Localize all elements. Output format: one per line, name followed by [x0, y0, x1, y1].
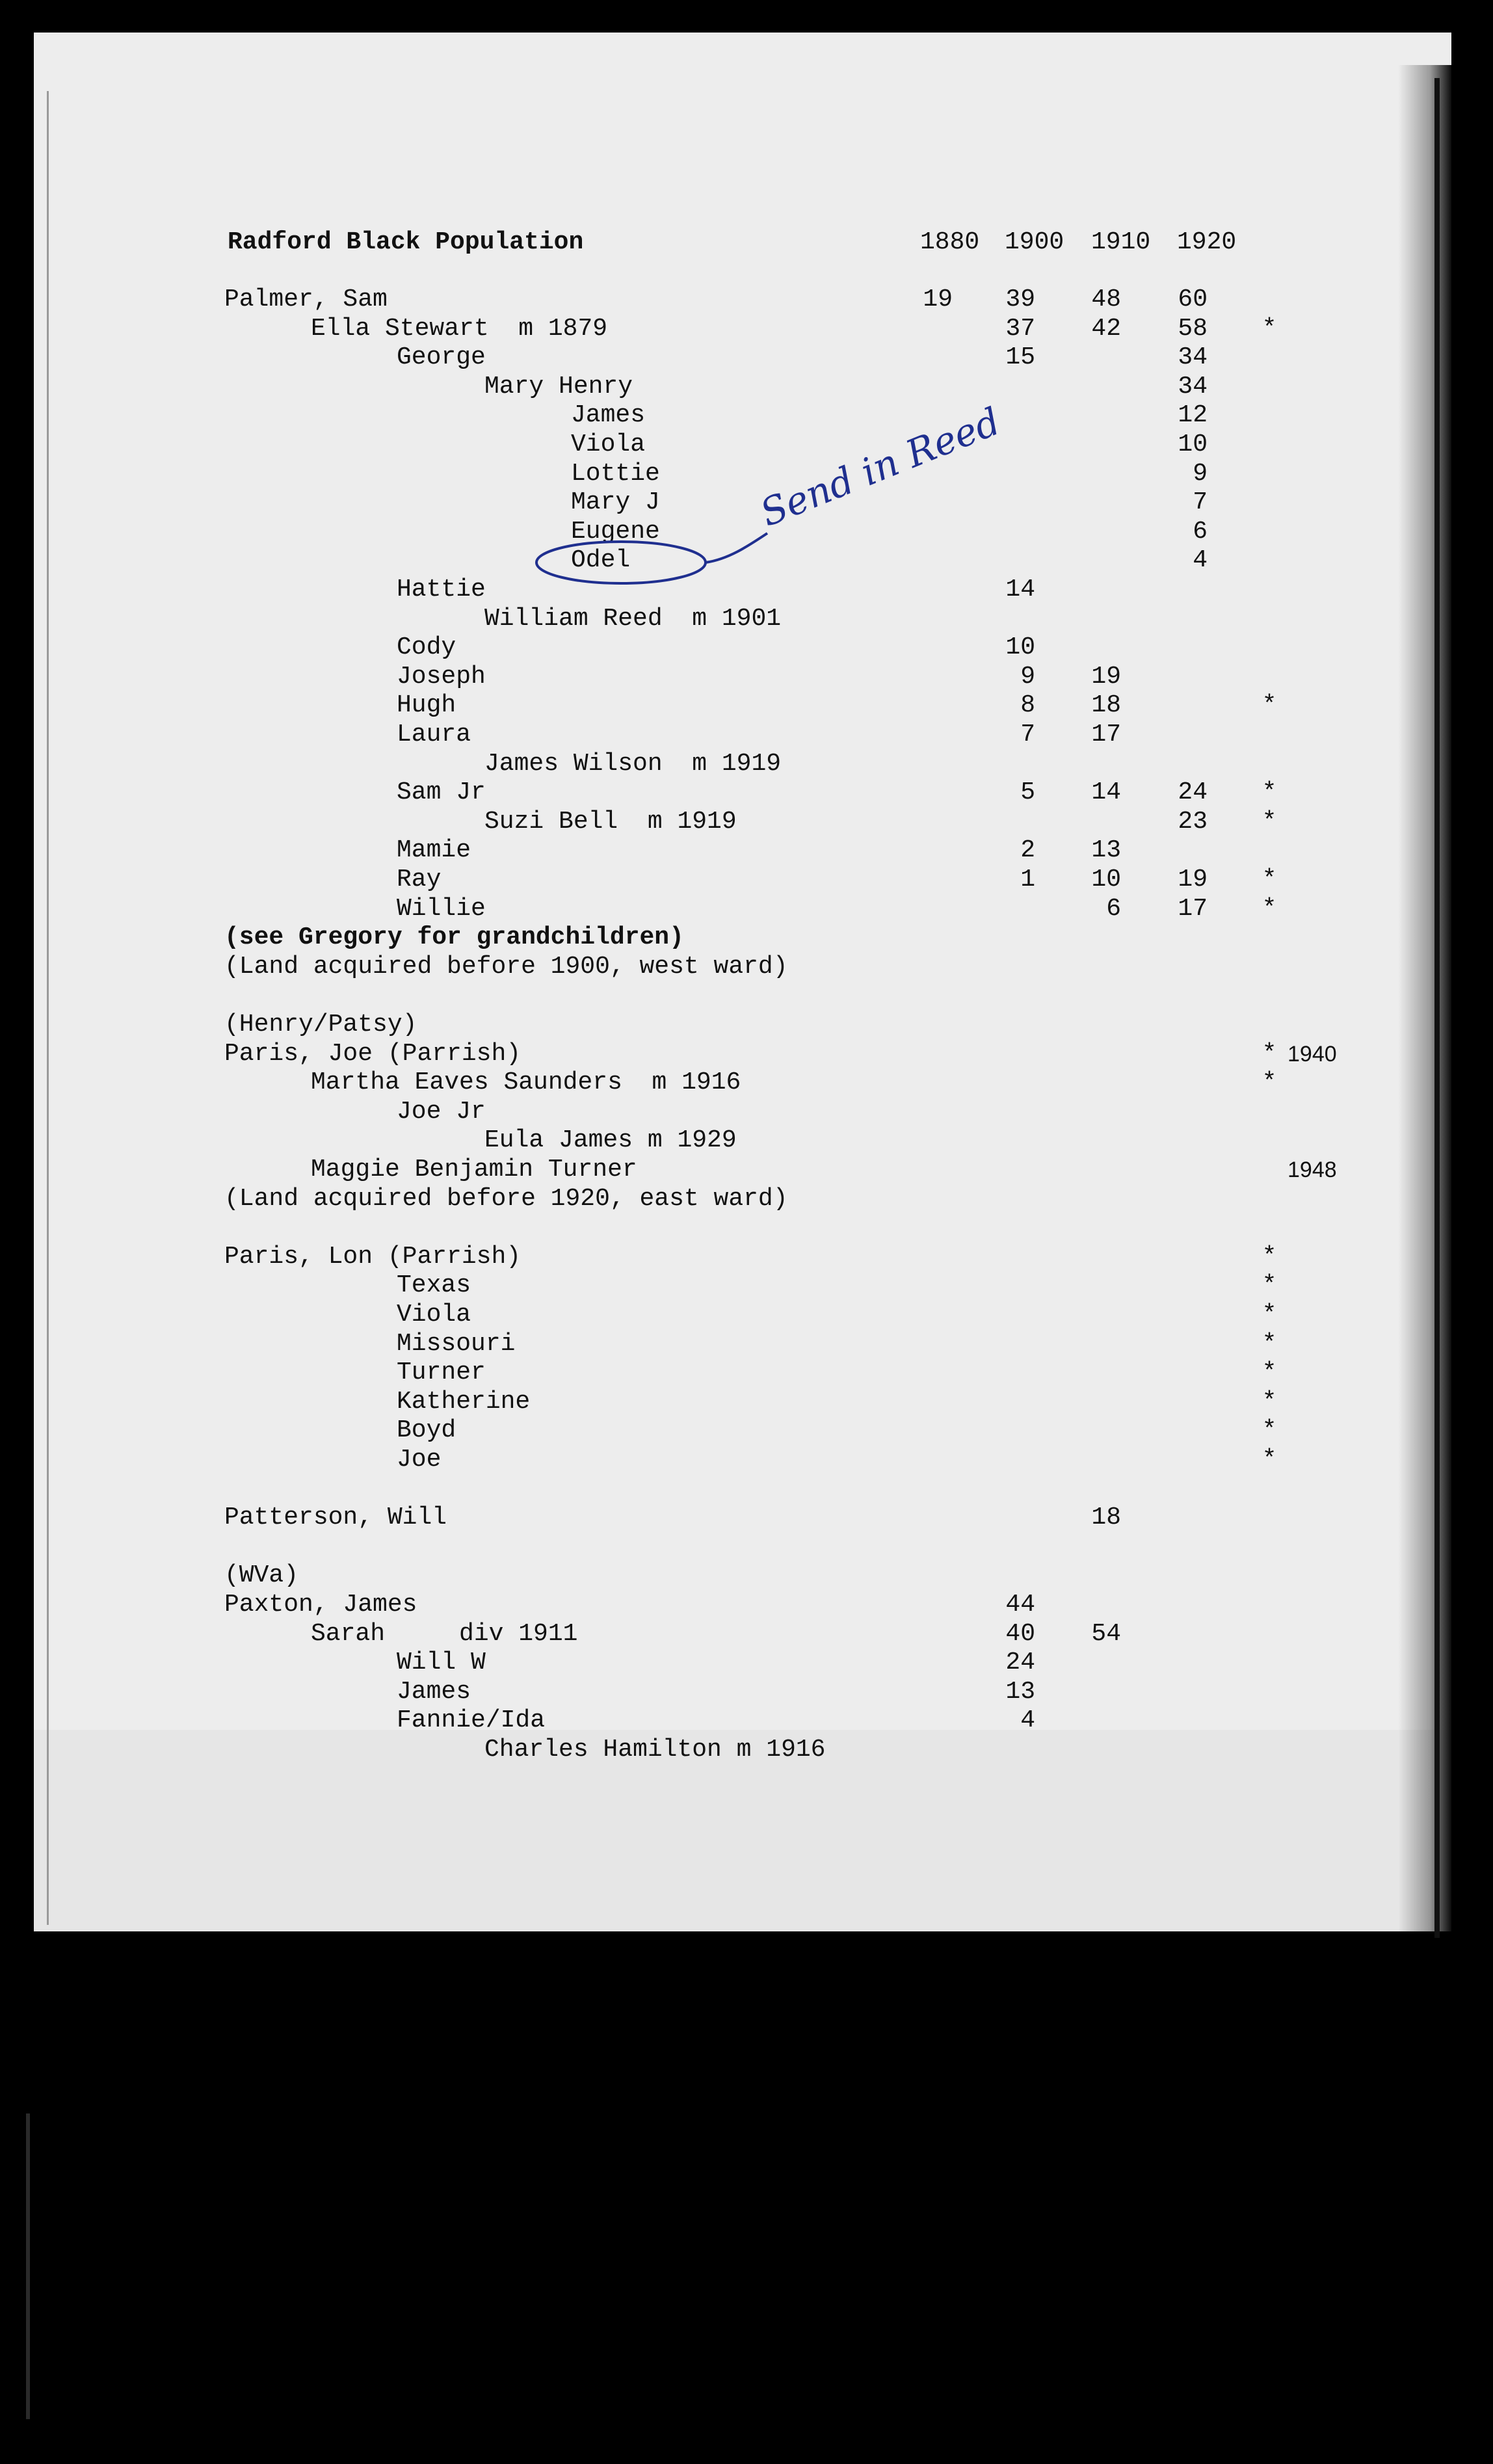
entry-name: Viola	[571, 431, 646, 458]
list-item	[0, 778, 1493, 808]
entry-name: Paris, Lon (Parrish)	[224, 1243, 522, 1271]
list-item	[0, 1735, 1493, 1765]
blank-line	[0, 1213, 1493, 1243]
circle-around-odel	[536, 542, 706, 583]
entry-name: Fannie/Ida	[397, 1706, 546, 1734]
age-1900: 37	[1005, 315, 1035, 343]
age-1920: 60	[1178, 285, 1208, 313]
age-1920: 9	[1193, 460, 1208, 488]
age-1920: 19	[1178, 866, 1208, 894]
entry-name: Hugh	[397, 691, 456, 719]
list-item	[0, 807, 1493, 837]
list-item	[0, 1039, 1493, 1069]
asterisk-mark: *	[1262, 778, 1277, 806]
entry-name: Mary J	[571, 488, 660, 516]
header-row	[0, 228, 1493, 258]
list-item	[0, 836, 1493, 866]
list-item	[0, 952, 1493, 982]
asterisk-mark: *	[1262, 1301, 1277, 1329]
list-item	[0, 1648, 1493, 1678]
age-1920: 7	[1193, 488, 1208, 516]
age-1920: 6	[1193, 518, 1208, 546]
asterisk-mark: *	[1262, 1243, 1277, 1271]
age-1910: 10	[1091, 866, 1121, 894]
entry-name: Mary Henry	[484, 373, 633, 401]
list-item	[0, 1590, 1493, 1620]
entry-name: Will W	[397, 1649, 486, 1676]
year-header-1880: 1880	[920, 228, 980, 256]
age-1910: 14	[1091, 778, 1121, 806]
entry-name: Lottie	[571, 460, 660, 488]
entry-name: Hattie	[397, 576, 486, 603]
age-1900: 14	[1005, 576, 1035, 603]
list-item	[0, 1706, 1493, 1736]
blank-lower-area	[26, 2113, 1468, 2419]
list-item	[0, 372, 1493, 402]
entry-name: Eula James m 1929	[484, 1126, 737, 1154]
age-1900: 39	[1005, 285, 1035, 313]
entry-name: Joe Jr	[397, 1098, 486, 1126]
entry-name: Joe	[397, 1446, 442, 1474]
asterisk-mark: *	[1262, 1040, 1277, 1068]
list-item	[0, 923, 1493, 953]
age-1920: 34	[1178, 343, 1208, 371]
list-item	[0, 1329, 1493, 1359]
age-1920: 58	[1178, 315, 1208, 343]
list-item	[0, 285, 1493, 315]
entry-name: Ella Stewart m 1879	[311, 315, 608, 343]
annotation-connector	[706, 533, 767, 563]
entry-name: Texas	[397, 1271, 471, 1299]
entry-name: Odel	[571, 546, 631, 574]
age-1910: 17	[1091, 721, 1121, 748]
asterisk-mark: *	[1262, 866, 1277, 894]
entry-name: Sam Jr	[397, 778, 486, 806]
list-item	[0, 604, 1493, 634]
age-1900: 7	[1020, 721, 1035, 748]
age-1900: 4	[1020, 1706, 1035, 1734]
list-item	[0, 1097, 1493, 1127]
list-item	[0, 1503, 1493, 1533]
entry-name: Patterson, Will	[224, 1504, 447, 1531]
age-1920: 24	[1178, 778, 1208, 806]
list-item	[0, 749, 1493, 779]
age-1900: 10	[1005, 633, 1035, 661]
list-item	[0, 1416, 1493, 1446]
entry-name: Laura	[397, 721, 471, 748]
entry-name: Ray	[397, 866, 442, 894]
entry-name: (see Gregory for grandchildren)	[224, 923, 684, 951]
age-1900: 40	[1005, 1620, 1035, 1648]
asterisk-mark: *	[1262, 315, 1277, 343]
list-item	[0, 1387, 1493, 1417]
list-item	[0, 894, 1493, 924]
age-1920: 12	[1178, 401, 1208, 429]
entry-name: Sarah div 1911	[311, 1620, 578, 1648]
entry-name: Palmer, Sam	[224, 285, 388, 313]
entry-name: Turner	[397, 1358, 486, 1386]
entry-name: Joseph	[397, 663, 486, 691]
list-item	[0, 401, 1493, 431]
entry-name: Suzi Bell m 1919	[484, 808, 737, 836]
year-note: 1940	[1288, 1042, 1337, 1066]
list-item	[0, 1126, 1493, 1156]
asterisk-mark: *	[1262, 1358, 1277, 1386]
age-1920: 4	[1193, 546, 1208, 574]
list-item	[0, 1445, 1493, 1475]
age-1910: 48	[1091, 285, 1121, 313]
asterisk-mark: *	[1262, 1330, 1277, 1358]
age-1900: 24	[1005, 1649, 1035, 1676]
year-header-1900: 1900	[1005, 228, 1064, 256]
list-item	[0, 343, 1493, 373]
age-1900: 2	[1020, 836, 1035, 864]
entry-name: (WVa)	[224, 1561, 299, 1589]
age-1910: 13	[1091, 836, 1121, 864]
age-1910: 18	[1091, 691, 1121, 719]
entry-name: Viola	[397, 1301, 471, 1329]
list-item	[0, 314, 1493, 344]
list-item	[0, 1068, 1493, 1098]
age-1920: 34	[1178, 373, 1208, 401]
list-item	[0, 1010, 1493, 1040]
age-1920: 17	[1178, 895, 1208, 923]
blank-line	[0, 1474, 1493, 1504]
page-title: Radford Black Population	[228, 228, 584, 256]
entry-name: Paris, Joe (Parrish)	[224, 1040, 522, 1068]
entry-name: Charles Hamilton m 1916	[484, 1736, 826, 1764]
entry-name: George	[397, 343, 486, 371]
list-item	[0, 1155, 1493, 1185]
entry-name: Cody	[397, 633, 456, 661]
entry-name: Willie	[397, 895, 486, 923]
list-item	[0, 691, 1493, 721]
entry-name: Paxton, James	[224, 1591, 417, 1619]
age-1910: 19	[1091, 663, 1121, 691]
entry-name: (Land acquired before 1920, east ward)	[224, 1185, 788, 1213]
entry-name: Eugene	[571, 518, 660, 546]
asterisk-mark: *	[1262, 1271, 1277, 1299]
age-1900: 15	[1005, 343, 1035, 371]
asterisk-mark: *	[1262, 808, 1277, 836]
list-item	[0, 1561, 1493, 1591]
asterisk-mark: *	[1262, 895, 1277, 923]
list-item	[0, 633, 1493, 663]
asterisk-mark: *	[1262, 1416, 1277, 1444]
year-note: 1948	[1288, 1158, 1337, 1182]
list-item	[0, 1677, 1493, 1707]
entry-name: Katherine	[397, 1388, 531, 1416]
annotation-text: Send in Reed	[754, 399, 1007, 535]
entry-name: James	[397, 1678, 471, 1706]
entry-name: James Wilson m 1919	[484, 750, 782, 778]
list-item	[0, 720, 1493, 750]
entry-name: Martha Eaves Saunders m 1916	[311, 1068, 741, 1096]
age-1900: 44	[1005, 1591, 1035, 1619]
list-item	[0, 1184, 1493, 1214]
entry-name: Missouri	[397, 1330, 516, 1358]
entry-name: James	[571, 401, 646, 429]
age-1920: 23	[1178, 808, 1208, 836]
age-1910: 18	[1091, 1504, 1121, 1531]
entry-name: William Reed m 1901	[484, 605, 782, 633]
year-header-1920: 1920	[1177, 228, 1237, 256]
age-1910: 54	[1091, 1620, 1121, 1648]
year-header-1910: 1910	[1091, 228, 1151, 256]
list-item	[0, 1619, 1493, 1649]
list-item	[0, 662, 1493, 692]
entry-name: Maggie Benjamin Turner	[311, 1156, 637, 1184]
asterisk-mark: *	[1262, 1446, 1277, 1474]
entry-name: (Henry/Patsy)	[224, 1011, 417, 1039]
list-item	[0, 1300, 1493, 1330]
age-1910: 42	[1091, 315, 1121, 343]
asterisk-mark: *	[1262, 691, 1277, 719]
age-1900: 8	[1020, 691, 1035, 719]
asterisk-mark: *	[1262, 1388, 1277, 1416]
blank-line	[0, 981, 1493, 1011]
entry-name: Mamie	[397, 836, 471, 864]
list-item	[0, 865, 1493, 895]
age-1900: 1	[1020, 866, 1035, 894]
age-1900: 5	[1020, 778, 1035, 806]
entry-name: (Land acquired before 1900, west ward)	[224, 953, 788, 981]
entry-name: Boyd	[397, 1416, 456, 1444]
age-1880: 19	[923, 285, 953, 313]
list-item	[0, 1242, 1493, 1272]
age-1910: 6	[1106, 895, 1121, 923]
asterisk-mark: *	[1262, 1068, 1277, 1096]
blank-line	[0, 1532, 1493, 1562]
age-1900: 9	[1020, 663, 1035, 691]
list-item	[0, 1358, 1493, 1388]
list-item	[0, 1271, 1493, 1301]
age-1900: 13	[1005, 1678, 1035, 1706]
age-1920: 10	[1178, 431, 1208, 458]
